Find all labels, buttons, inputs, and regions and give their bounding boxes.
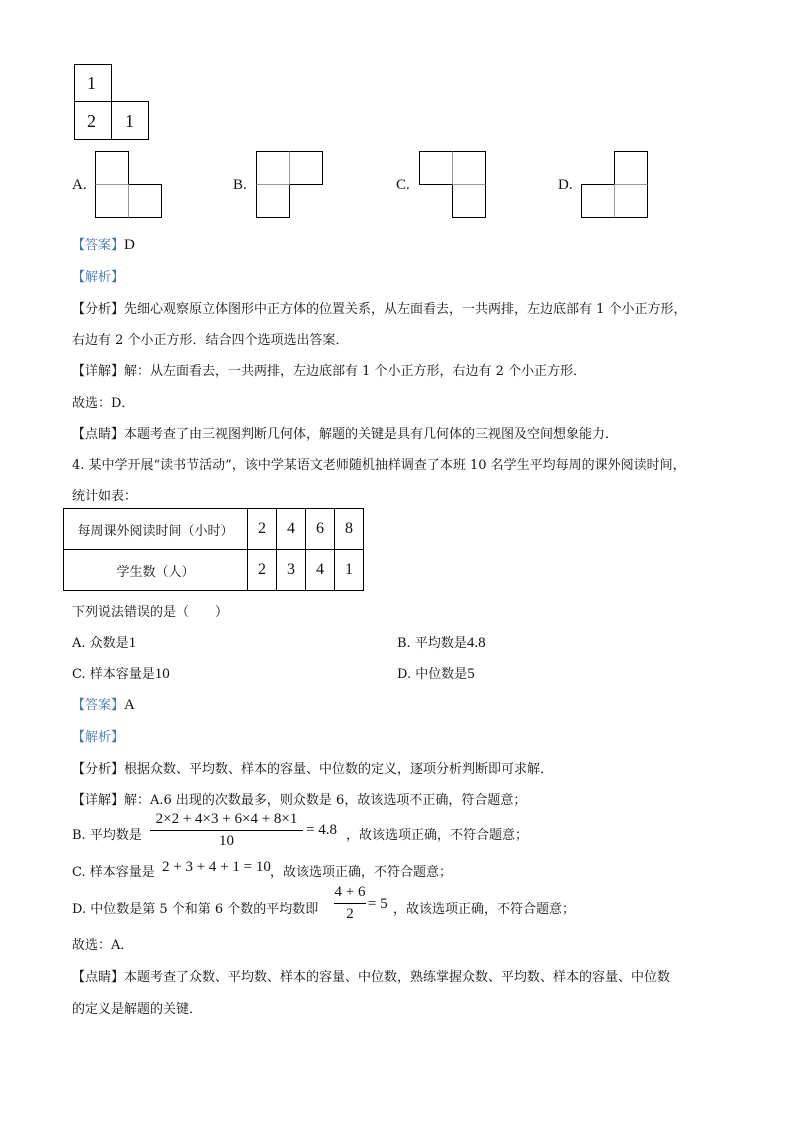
q4-b-prefix: B. 平均数是 xyxy=(72,828,142,843)
q4-option-b-label: B. 平均数是 xyxy=(397,636,467,651)
q3-dianjing: 【点睛】本题考查了由三视图判断几何体，解题的关键是具有几何体的三视图及空间想象能力． xyxy=(72,427,619,442)
q4-option-d xyxy=(397,663,475,683)
q4-stem-line2: 统计如表： xyxy=(72,489,138,504)
q4-b-result: = 4.8 xyxy=(306,822,337,838)
q4-option-a-label: A. 众数是 xyxy=(72,636,129,651)
option-c-figure xyxy=(419,151,489,221)
q4-fenxi: 【分析】根据众数、平均数、样本的容量、中位数的定义，逐项分析判断即可求解． xyxy=(72,762,554,777)
q4-xiangjie: 【详解】解：A.6 出现的次数最多，则众数是 6，故该选项不正确，符合题意； xyxy=(72,793,527,808)
table-cell: 4 xyxy=(306,550,335,591)
fraction-bar xyxy=(334,903,366,904)
table-cell: 3 xyxy=(277,550,306,591)
table-cell: 4 xyxy=(277,509,306,550)
q4-b-denominator: 10 xyxy=(219,833,234,849)
q4-d-prefix: D. 中位数是第 5 个和第 6 个数的平均数即 xyxy=(72,902,319,917)
q4-option-a xyxy=(72,632,136,652)
q4-stem-line1: 4. 某中学开展“读书节活动”，该中学某语文老师随机抽样调查了本班 10 名学生平均每周的课外阅读时间， xyxy=(72,458,686,473)
q4-c-suffix: ，故该选项正确，不符合题意； xyxy=(270,865,453,880)
q3-answer xyxy=(72,234,135,254)
q4-b-fraction xyxy=(150,811,303,850)
grid-cell-value-bottom-right: 1 xyxy=(125,111,134,131)
grid-cell-value-bottom-left: 2 xyxy=(87,111,96,131)
q4-c-expr: 2 + 3 + 4 + 1 = 10 xyxy=(162,859,271,875)
q4-option-b xyxy=(397,632,486,652)
q4-dianjing-line1: 【点睛】本题考查了众数、平均数、样本的容量、中位数，熟练掌握众数、平均数、样本的容量、中位数 xyxy=(72,970,671,985)
option-c-label: C. xyxy=(396,177,410,193)
q4-choice: 故选：A． xyxy=(72,938,134,953)
option-a-figure xyxy=(95,151,165,221)
grid-cell-value-top: 1 xyxy=(87,73,96,93)
option-a-label: A. xyxy=(72,177,87,193)
q3-answer-value: D xyxy=(124,237,135,253)
table-header-reading-time: 每周课外阅读时间（小时） xyxy=(64,509,248,550)
table-row xyxy=(64,509,364,550)
option-d-label: D. xyxy=(558,177,573,193)
q4-d-denominator: 2 xyxy=(346,906,354,922)
q3-xiangjie: 【详解】解：从左面看去，一共两排，左边底部有 1 个小正方形，右边有 2 个小正方形． xyxy=(72,364,587,379)
q4-b-suffix: ，故该选项正确，不符合题意； xyxy=(346,828,529,843)
q4-answer xyxy=(72,694,135,714)
q4-d-suffix: ，故该选项正确，不符合题意； xyxy=(393,902,576,917)
reading-time-table xyxy=(63,508,364,591)
q3-fenxi-line2: 右边有 2 个小正方形．结合四个选项选出答案． xyxy=(72,333,349,348)
table-cell: 2 xyxy=(248,509,277,550)
table-cell: 2 xyxy=(248,550,277,591)
option-b-figure xyxy=(256,151,326,221)
top-view-grid xyxy=(74,64,154,144)
table-cell: 1 xyxy=(335,550,364,591)
table-cell: 8 xyxy=(335,509,364,550)
q4-option-c xyxy=(72,663,170,683)
q4-d-numerator: 4 + 6 xyxy=(334,884,366,900)
q3-analysis-tag: 【解析】 xyxy=(72,270,125,285)
q4-option-c-label: C. 样本容量是 xyxy=(72,667,155,682)
q3-choice: 故选：D． xyxy=(72,396,135,411)
q4-option-d-value: 5 xyxy=(467,666,475,682)
q4-d-fraction xyxy=(334,884,366,923)
table-cell: 6 xyxy=(306,509,335,550)
q4-option-d-label: D. 中位数是 xyxy=(397,667,468,682)
q4-option-c-value: 10 xyxy=(154,666,170,682)
q4-dianjing-line2: 的定义是解题的关键． xyxy=(72,1002,203,1017)
q4-answer-tag: 【答案】 xyxy=(72,698,125,713)
option-b-label: B. xyxy=(233,177,247,193)
q4-b-numerator: 2×2 + 4×3 + 6×4 + 8×1 xyxy=(155,811,298,827)
q4-option-a-value: 1 xyxy=(128,635,137,651)
q4-question: 下列说法错误的是（ ） xyxy=(72,605,229,620)
q3-fenxi-line1: 【分析】先细心观察原立体图形中正方体的位置关系，从左面看去，一共两排，左边底部有 1 个小正方形， xyxy=(72,302,687,317)
option-d-figure xyxy=(581,151,651,221)
table-row xyxy=(64,550,364,591)
fraction-bar xyxy=(150,830,303,831)
q4-c-prefix: C. 样本容量是 xyxy=(72,865,155,880)
q4-answer-value: A xyxy=(124,697,135,713)
q4-option-b-value: 4.8 xyxy=(466,635,486,651)
q3-answer-tag: 【答案】 xyxy=(72,238,125,253)
q4-analysis-tag: 【解析】 xyxy=(72,730,125,745)
q4-d-result: = 5 xyxy=(368,896,388,912)
table-header-student-count: 学生数（人） xyxy=(64,550,248,591)
